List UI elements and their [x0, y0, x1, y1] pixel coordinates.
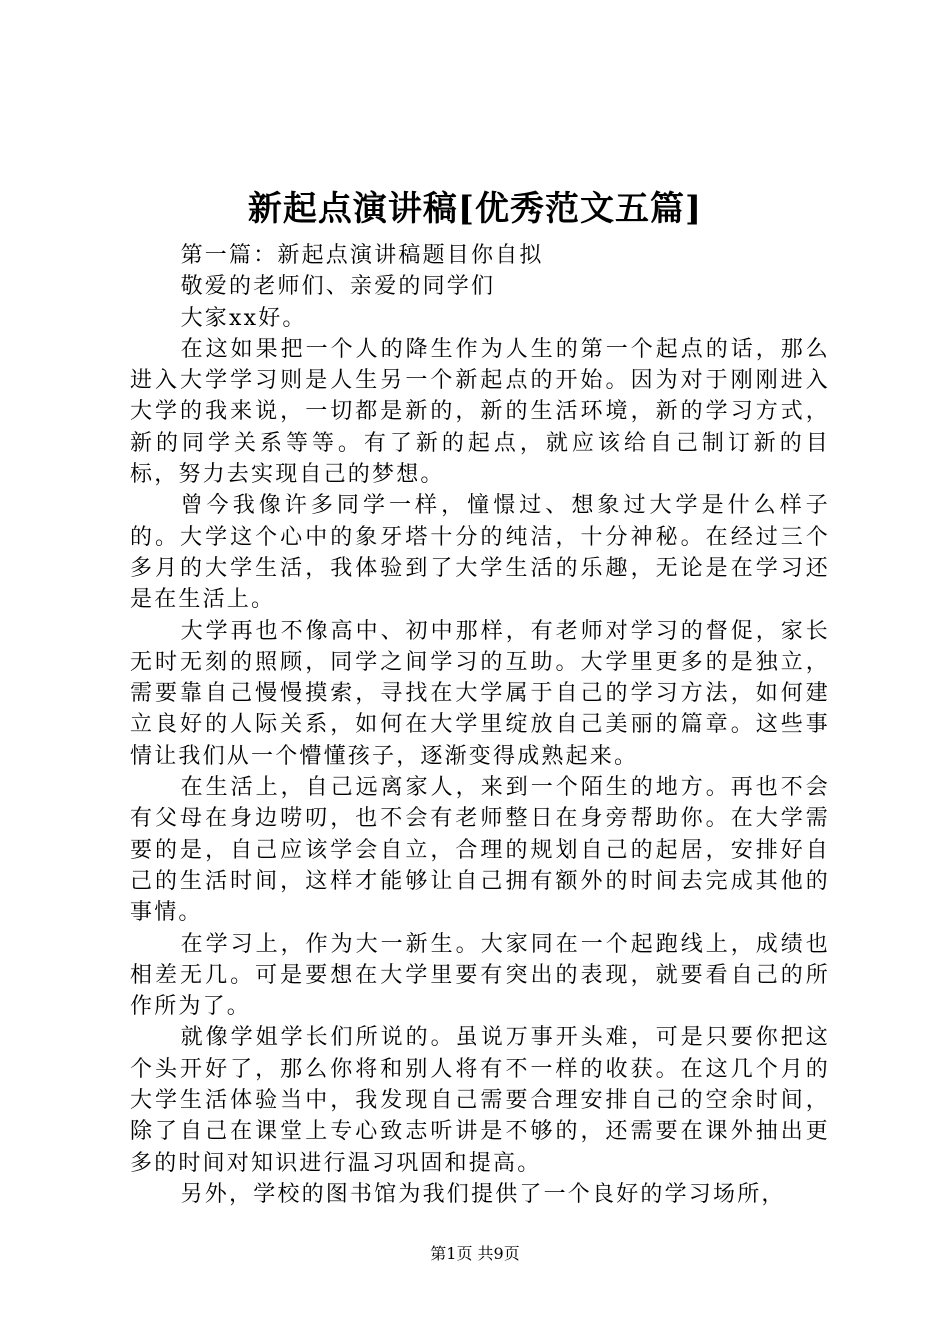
paragraph: 在学习上，作为大一新生。大家同在一个起跑线上，成绩也相差无几。可是要想在大学里要有突出的表现，就要看自己的所作所为了。 — [130, 931, 830, 1020]
paragraph-salutation: 敬爱的老师们、亲爱的同学们 — [180, 274, 496, 300]
paragraph: 大学再也不像高中、初中那样，有老师对学习的督促，家长无时无刻的照顾，同学之间学习的互助。大学里更多的是独立，需要靠自己慢慢摸索，寻找在大学属于自己的学习方法，如何建立良好的人际关系，如何在大学里绽放自己美丽的篇章。这些事情让我们从一个懵懂孩子，逐渐变得成熟起来。 — [130, 618, 830, 769]
page-number-footer: 第1页 共9页 — [430, 1244, 520, 1263]
paragraph: 在这如果把一个人的降生作为人生的第一个起点的话，那么进入大学学习则是人生另一个新起点的开始。因为对于刚刚进入大学的我来说，一切都是新的，新的生活环境，新的学习方式，新的同学关系等等。有了新的起点，就应该给自己制订新的目标，努力去实现自己的梦想。 — [130, 336, 830, 488]
paragraph: 曾今我像许多同学一样，憧憬过、想象过大学是什么样子的。大学这个心中的象牙塔十分的纯洁，十分神秘。在经过三个多月的大学生活，我体验到了大学生活的乐趣，无论是在学习还是在生活上。 — [130, 493, 830, 613]
document-body — [130, 240, 830, 1210]
paragraph-greeting: 大家xx好。 — [180, 305, 307, 331]
paragraph: 就像学姐学长们所说的。虽说万事开头难，可是只要你把这个头开好了，那么你将和别人将有不一样的收获。在这几个月的大学生活体验当中，我发现自己需要合理安排自己的空余时间，除了自己在课堂上专心致志听讲是不够的，还需要在课外抽出更多的时间对知识进行温习巩固和提高。 — [130, 1025, 830, 1176]
document-title: 新起点演讲稿[优秀范文五篇] — [247, 189, 703, 229]
paragraph: 在生活上，自己远离家人，来到一个陌生的地方。再也不会有父母在身边唠叨，也不会有老师整日在身旁帮助你。在大学需要的是，自己应该学会自立，合理的规划自己的起居，安排好自己的生活时间，这样才能够让自己拥有额外的时间去完成其他的事情。 — [130, 775, 830, 926]
paragraph: 另外，学校的图书馆为我们提供了一个良好的学习场所， — [180, 1181, 786, 1207]
paragraph-heading: 第一篇：新起点演讲稿题目你自拟 — [180, 243, 544, 268]
